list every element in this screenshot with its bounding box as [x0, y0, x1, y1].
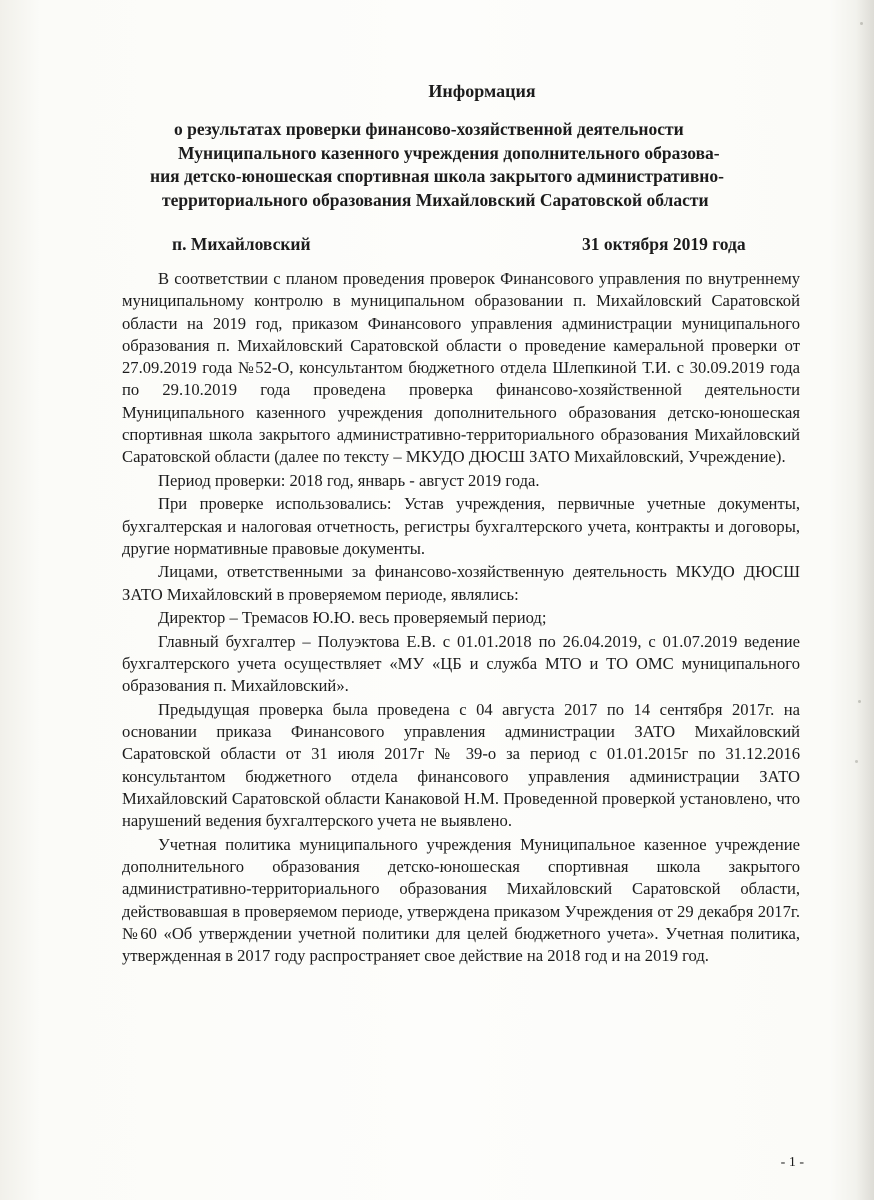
subtitle-line: Муниципального казенного учреждения дополнительного образова-	[178, 142, 720, 163]
subtitle-line: о результатах проверки финансово-хозяйственной деятельности	[174, 119, 684, 139]
paragraph: Учетная политика муниципального учреждения Муниципальное казенное учреждение дополнительного образования детско-юношеская спортивная школа закрытого административно-территориального образования Михайловский Саратовской области, действовавшая в проверяемом периоде, утверждена приказом Учреждения от 29 декабря 2017г. №60 «Об утверждении учетной политики для целей бюджетного учета». Учетная политика, утвержденная в 2017 году распространяет свое действие на 2018 год и на 2019 год.	[122, 834, 800, 966]
paragraph: При проверке использовались: Устав учреждения, первичные учетные документы, бухгалтерская и налоговая отчетность, регистры бухгалтерского учета, контракты и договоры, другие нормативные правовые документы.	[122, 494, 800, 558]
scan-edge-shadow	[856, 0, 874, 1200]
page-number: - 1 -	[780, 1155, 804, 1170]
paragraph: Предыдущая проверка была проведена с 04 августа 2017 по 14 сентября 2017г. на основании приказа Финансового управления администрации ЗАТО Михайловский Саратовской области от 31 июля 2017г № 39-о за период с 01.01.2015г по 31.12.2016 консультантом бюджетного отдела финансового управления администрации ЗАТО Михайловский Саратовской области Канаковой Н.М. Проведенной проверкой установлено, что нарушений ведения бухгалтерского учета не выявлено.	[122, 699, 800, 831]
paragraph: Период проверки: 2018 год, январь - август 2019 года.	[158, 470, 540, 490]
document-place: п. Михайловский	[172, 234, 311, 254]
paragraph: Директор – Тремасов Ю.Ю. весь проверяемый период;	[158, 608, 547, 628]
document-date: 31 октября 2019 года	[582, 234, 746, 254]
scan-speck	[858, 700, 861, 703]
document-title: Информация	[428, 81, 536, 101]
paragraph: Главный бухгалтер – Полуэктова Е.В. с 01.01.2018 по 26.04.2019, с 01.07.2019 ведение бухгалтерского учета осуществляет «МУ «ЦБ и служба МТО и ТО ОМС муниципального образования п. Михайловский».	[122, 631, 800, 696]
document-subtitle	[150, 118, 800, 212]
document-body	[122, 268, 800, 969]
subtitle-line: территориального образования Михайловский Саратовской области	[162, 189, 709, 210]
subtitle-line: ния детско-юношеская спортивная школа закрытого административно-	[150, 166, 724, 186]
scan-speck	[860, 22, 863, 25]
paragraph: Лицами, ответственными за финансово-хозяйственную деятельность МКУДО ДЮСШ ЗАТО Михайловский в проверяемом периоде, являлись:	[122, 562, 800, 604]
paragraph: В соответствии с планом проведения проверок Финансового управления по внутреннему муниципальному контролю в муниципальном образовании п. Михайловский Саратовской области на 2019 год, приказом Финансового управления администрации муниципального образования п. Михайловский Саратовской области о проведение камеральной проверки от 27.09.2019 года №52-О, консультантом бюджетного отдела Шлепкиной Т.И. с 30.09.2019 года по 29.10.2019 года проведена проверка финансово-хозяйственной деятельности Муниципального казенного учреждения дополнительного образования детско-юношеская спортивная школа закрытого административно-территориального образования Михайловский Саратовской области (далее по тексту – МКУДО ДЮСШ ЗАТО Михайловский, Учреждение).	[122, 269, 800, 467]
scan-speck	[855, 760, 858, 763]
